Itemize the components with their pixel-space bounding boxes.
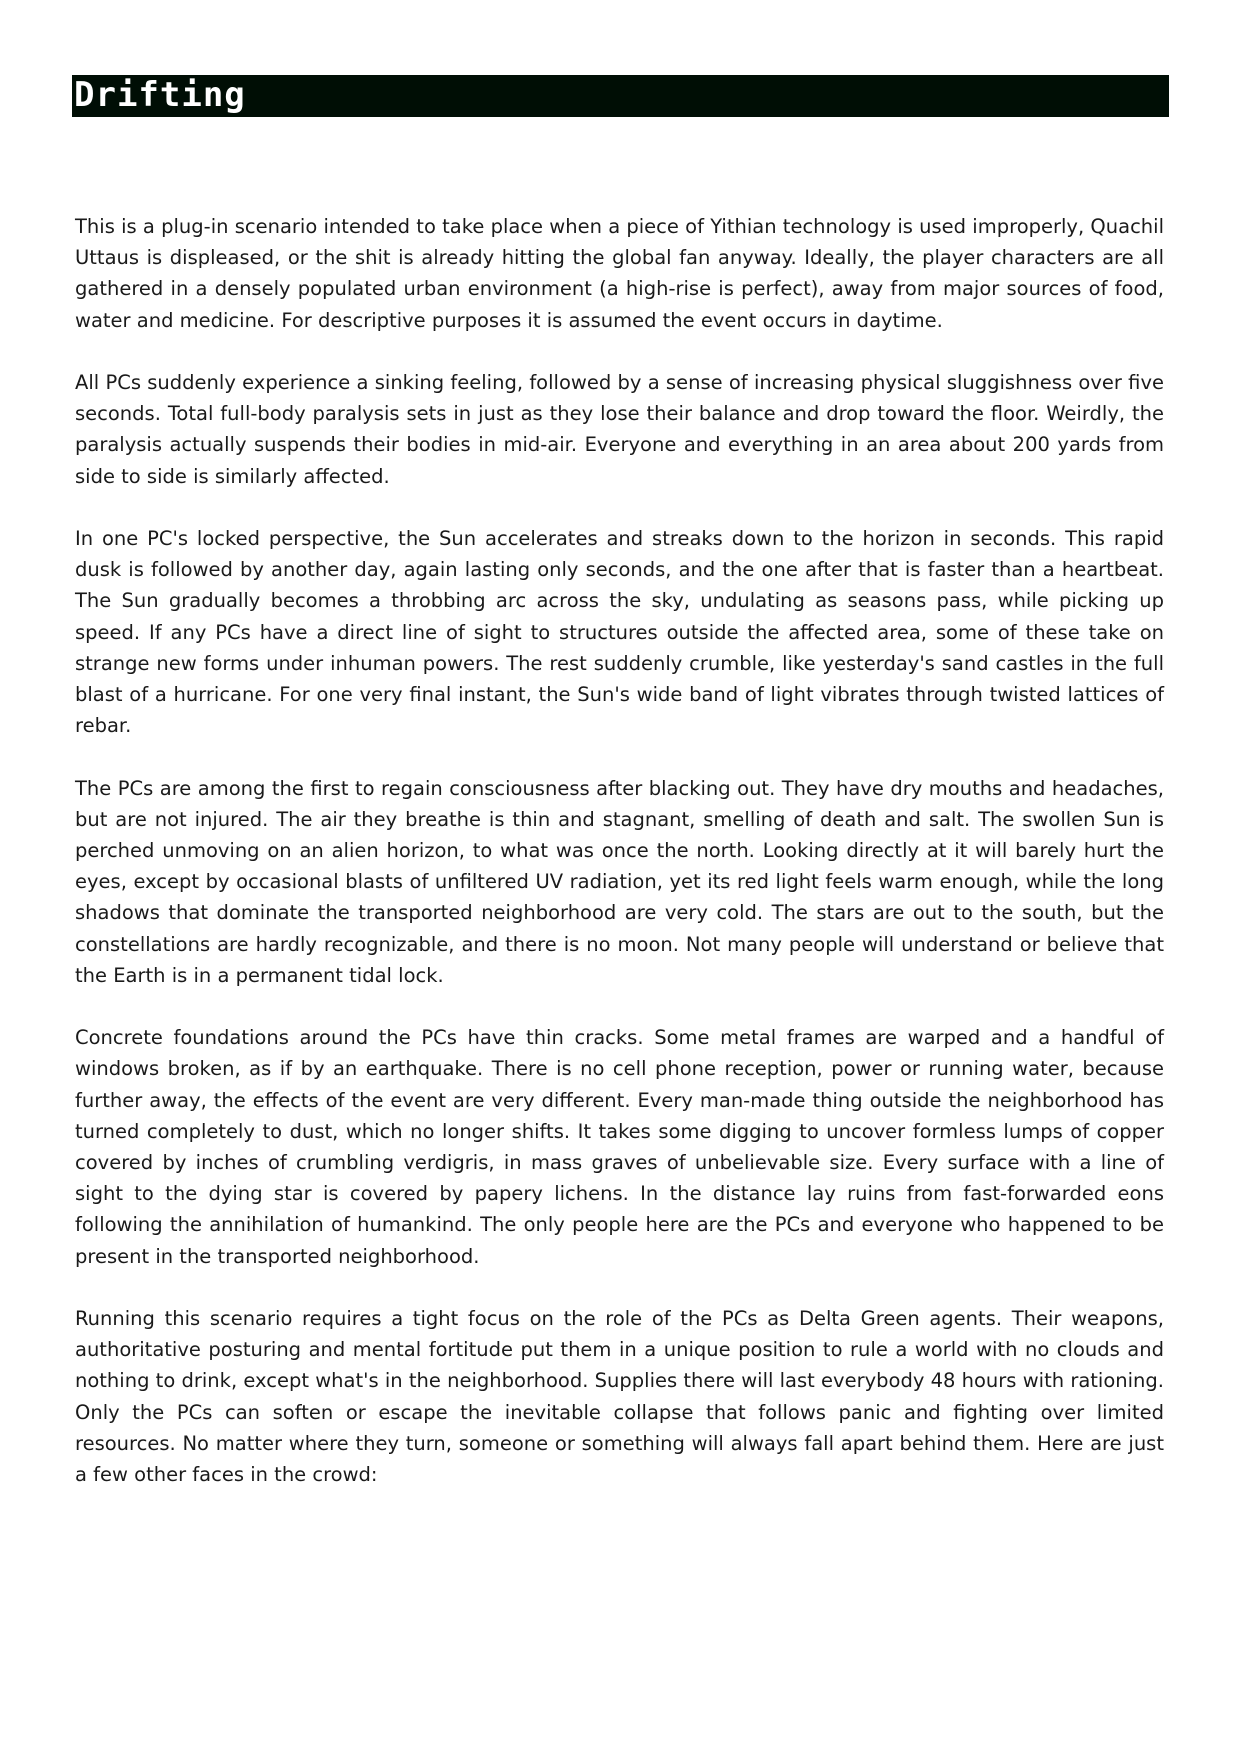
- document-body: [75, 211, 1164, 1521]
- paragraph-awakening: The PCs are among the first to regain consciousness after blacking out. They have dry mouths and headaches, but are not injured. The air they breathe is thin and stagnant, smelling of death and salt. The swollen Sun is perched unmoving on an alien horizon, to what was once the north. Looking directly at it will barely hurt the eyes, except by occasional blasts of unfiltered UV radiation, yet its red light feels warm enough, while the long shadows that dominate the transported neighborhood are very cold. The stars are out to the south, but the constellations are hardly recognizable, and there is no moon. Not many people will understand or believe that the Earth is in a permanent tidal lock.: [75, 776, 1164, 987]
- paragraph-running-scenario: Running this scenario requires a tight focus on the role of the PCs as Delta Green agents. Their weapons, authoritative posturing and mental fortitude put them in a unique position to rule a world with no clouds and nothing to drink, except what's in the neighborhood. Supplies there will last everybody 48 hours with rationing. Only the PCs can soften or escape the inevitable collapse that follows panic and fighting over limited resources. No matter where they turn, someone or something will always fall apart behind them. Here are just a few other faces in the crowd:: [75, 1307, 1164, 1487]
- page-title-bar: [72, 75, 1169, 117]
- paragraph-sun-accelerates: In one PC's locked perspective, the Sun accelerates and streaks down to the horizon in seconds. This rapid dusk is followed by another day, again lasting only seconds, and the one after that is faster than a heartbeat. The Sun gradually becomes a throbbing arc across the sky, undulating as seasons pass, while picking up speed. If any PCs have a direct line of sight to structures outside the affected area, some of these take on strange new forms under inhuman powers. The rest suddenly crumble, like yesterday's sand castles in the full blast of a hurricane. For one very final instant, the Sun's wide band of light vibrates through twisted lattices of rebar.: [75, 527, 1164, 738]
- paragraph-neighborhood-damage: Concrete foundations around the PCs have thin cracks. Some metal frames are warped and a handful of windows broken, as if by an earthquake. There is no cell phone reception, power or running water, because further away, the effects of the event are very different. Every man-made thing outside the neighborhood has turned completely to dust, which no longer shifts. It takes some digging to uncover formless lumps of copper covered by inches of crumbling verdigris, in mass graves of unbelievable size. Every surface with a line of sight to the dying star is covered by papery lichens. In the distance lay ruins from fast-forwarded eons following the annihilation of humankind. The only people here are the PCs and everyone who happened to be present in the transported neighborhood.: [75, 1026, 1164, 1268]
- paragraph-paralysis: All PCs suddenly experience a sinking feeling, followed by a sense of increasing physical sluggishness over five seconds. Total full-body paralysis sets in just as they lose their balance and drop toward the floor. Weirdly, the paralysis actually suspends their bodies in mid-air. Everyone and everything in an area about 200 yards from side to side is similarly affected.: [75, 371, 1164, 488]
- paragraph-intro: This is a plug-in scenario intended to take place when a piece of Yithian technology is used improperly, Quachil Uttaus is displeased, or the shit is already hitting the global fan anyway. Ideally, the player characters are all gathered in a densely populated urban environment (a high-rise is perfect), away from major sources of food, water and medicine. For descriptive purposes it is assumed the event occurs in daytime.: [75, 215, 1164, 332]
- page-title: Drifting: [74, 75, 246, 115]
